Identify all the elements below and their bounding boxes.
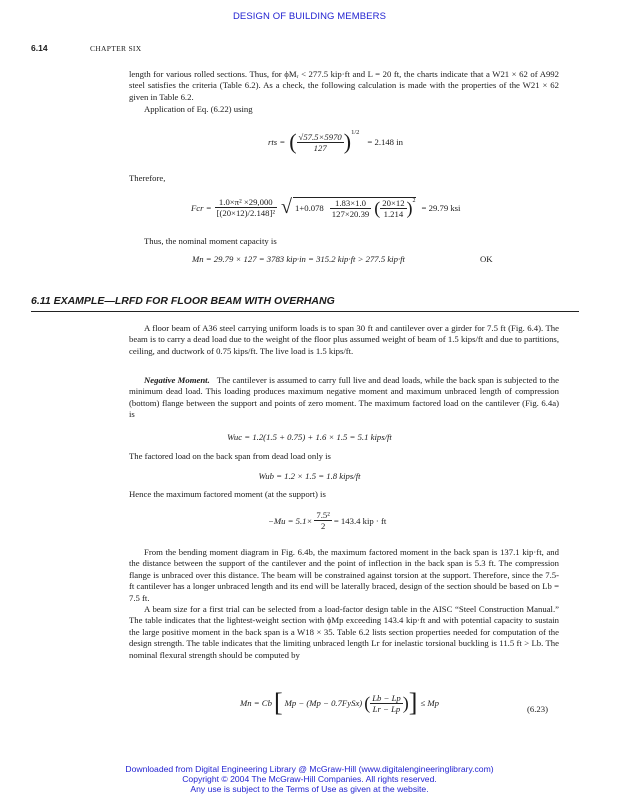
paragraph-trial-size: A beam size for a first trial can be selected from a load-factor design table in the AISC “Steel Construction Manual.” The table indicates that the lightest-weight section with ϕMp exceeding 143.4 kip·ft and with potential capacity to sustain the large positive moment in the back span is a W18 × 35. Table 6.2 lists section properties needed for computation of the design strength. The table indicates that the limiting unbraced length Lr for inelastic torsional buckling is 11.5 ft > Lb. The nominal flexural strength should be computed by [129, 604, 559, 660]
eq623-mid: Mp − (Mp − 0.7FySx) [284, 698, 363, 708]
eq-fcr-den3: 1.214 [383, 208, 404, 219]
eq-fcr-lhs: Fcr = [191, 202, 212, 213]
paragraph-back-span: The factored load on the back span from dead load only is [129, 451, 331, 461]
equation-fcr: Fcr = $\frac{\text{1.0×π² ×29,000}}{\text{[(20×12)/2.148]²}}$ √ 1+0.078 $\frac{1.83\times 1.0}{127\times 20.39}$ ( $\frac{20\times 12}{1.214}$ ) $^2$ = 29.79 ksi [191, 196, 461, 219]
page-number: 6.14 [31, 43, 48, 53]
paragraph-max-moment: Hence the maximum factored moment (at the support) is [129, 489, 326, 499]
paragraph-bending-diagram: From the bending moment diagram in Fig. 6.4b, the maximum factored moment in the back span is 137.1 kip·ft, and the distance between the support of the cantilever and the point of inflection in the back span is 5.3 ft. The compression flange is unbraced over this distance. The beam will be constrained against torsion at the support. Therefore, since the 7.5-ft cantilever has a longer unbraced length and its end will be laterally braced, design of the section should be based on Lb = 7.5 ft. [129, 547, 559, 603]
eq-mu-num: 7.5² [316, 510, 330, 520]
eq-mn-ok: OK [480, 254, 493, 264]
equation-wuc: Wuc = 1.2(1.5 + 0.75) + 1.6 × 1.5 = 5.1 kips/ft [227, 432, 392, 442]
eq-mu-lhs: −Mu = 5.1× [268, 515, 313, 526]
eq-mn-text: Mn = 29.79 × 127 = 3783 kip·in = 315.2 kip·ft > 277.5 kip·ft [192, 254, 405, 264]
paragraph-floor-beam: A floor beam of A36 steel carrying uniform loads is to span 30 ft and cantilever over a girder for 7.5 ft (Fig. 6.4). The beam is to carry a dead load due to the weight of the floor plus assumed weight of beam of 1.5 kips/ft and due to partitions, ceiling, and ductwork of 0.75 kips/ft. The live load is 1.5 kips/ft. [129, 323, 559, 356]
eq-mu-rhs: = 143.4 kip · ft [333, 515, 387, 526]
section-rule [31, 311, 579, 312]
eq-rts-rhs: = 2.148 in [367, 137, 403, 147]
running-banner: DESIGN OF BUILDING MEMBERS [232, 11, 387, 22]
equation-mu [268, 510, 386, 531]
negative-moment-text: The cantilever is assumed to carry full live and dead loads, while the back span is subjected to the minimum dead load. This loading produces maximum negative moment and maximum unbraced length of compression (bottom) flange between the support and points of zero moment. The maximum factored load on the cantilever (Fig. 6.4a) is [129, 375, 559, 420]
equation-6-23: Mn = Cb [ Mp − (Mp − 0.7FySx) ( $\frac{Lb - Lp}{Lr - Lp}$ ) ] ≤ Mp [240, 688, 439, 717]
equation-mn [192, 254, 405, 264]
paragraph-application: Application of Eq. (6.22) using [144, 104, 253, 114]
negative-moment-heading: Negative Moment. [144, 375, 210, 385]
eq623-rhs: ≤ Mp [420, 698, 439, 708]
eq-fcr-rhs: = 29.79 ksi [421, 202, 461, 213]
eq-fcr-den1: [(20×12)/2.148]² [216, 208, 275, 218]
paragraph-negative-moment [129, 375, 559, 421]
footer-copyright: Copyright © 2004 The McGraw-Hill Companies. All rights reserved. [182, 774, 437, 784]
eq623-label: (6.23) [527, 704, 548, 714]
equation-rts: rts = ( $\frac{√57.5\times 5970}{127}$ ) $^{1/2}$ = 2.148 in [268, 129, 403, 154]
eq623-den: Lr − Lp [372, 703, 401, 714]
eq-rts-den: 127 [313, 142, 327, 153]
paragraph-nominal: Thus, the nominal moment capacity is [144, 236, 277, 246]
footer-download-link[interactable]: Downloaded from Digital Engineering Library @ McGraw-Hill (www.digitalengineeringlibrary.com) [125, 764, 494, 774]
eq623-lhs: Mn = Cb [240, 698, 272, 708]
paragraph-intro: length for various rolled sections. Thus, for ϕMᵣ < 277.5 kip·ft and L = 20 ft, the charts indicate that a W21 × 62 of A992 steel satisfies the criteria (Table 6.2). As a check, the following calculation is made with the properties of the W21 × 62 given in Table 6.2. [129, 69, 559, 102]
text-therefore: Therefore, [129, 173, 166, 183]
eq-fcr-den2: 127×20.39 [331, 208, 370, 219]
eq-rts-lhs: rts = [268, 137, 286, 147]
eq-fcr-num1: 1.0×π² ×29,000 [215, 197, 277, 208]
eq623-num: Lb − Lp [372, 692, 401, 703]
equation-wub: Wub = 1.2 × 1.5 = 1.8 kips/ft [258, 471, 361, 481]
footer-terms: Any use is subject to the Terms of Use as given at the website. [190, 784, 429, 794]
eq-mu-den: 2 [320, 521, 326, 531]
eq-rts-num: √57.5×5970 [298, 131, 342, 142]
section-heading: 6.11 EXAMPLE—LRFD FOR FLOOR BEAM WITH OVERHANG [31, 295, 335, 307]
eq-fcr-num3: 20×12 [382, 197, 405, 208]
eq-fcr-num2: 1.83×1.0 [330, 198, 371, 209]
eq-fcr-mid: 1+0.078 [294, 203, 324, 213]
eq-rts-exp: 1/2 [351, 129, 360, 136]
chapter-label: CHAPTER SIX [90, 44, 142, 53]
